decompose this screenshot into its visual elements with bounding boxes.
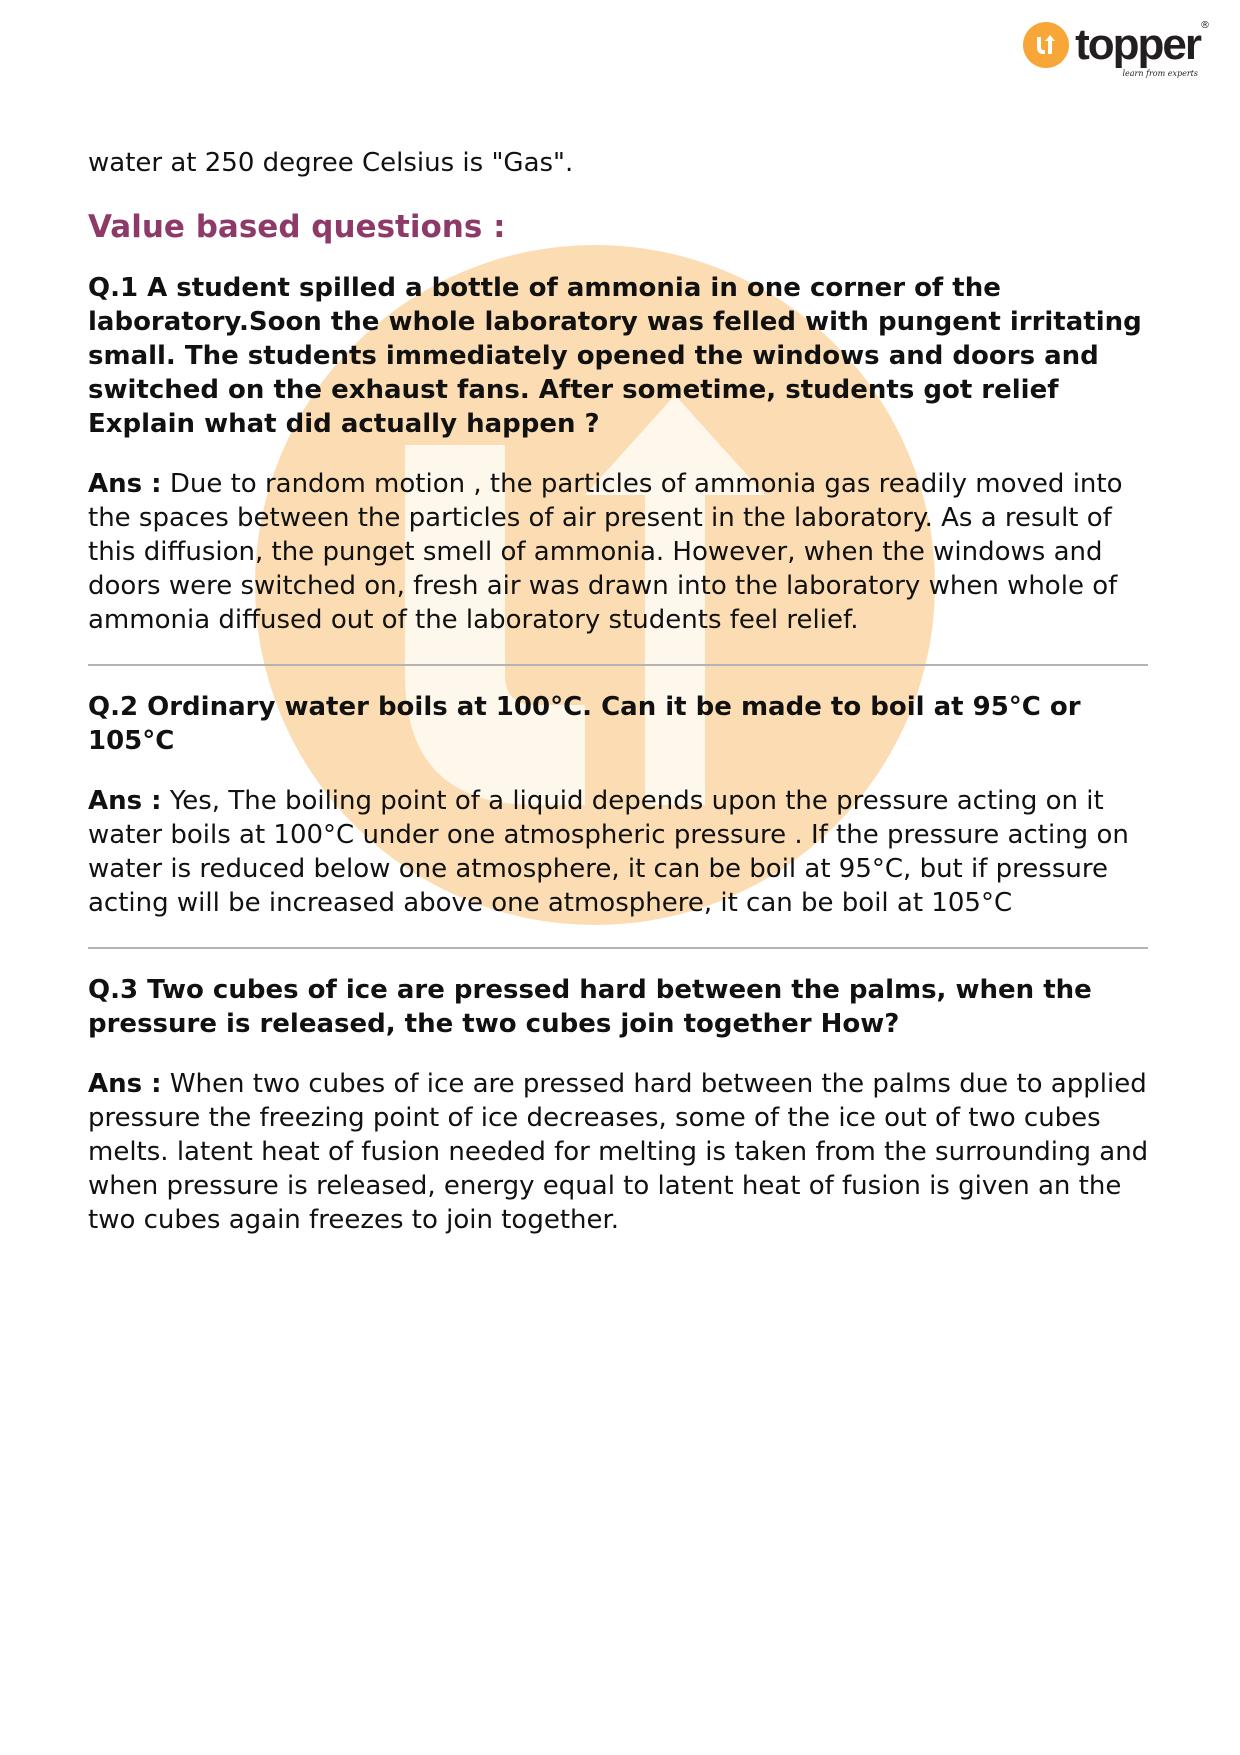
question-3: Q.3 Two cubes of ice are pressed hard between the palms, when the pressure is released, the two cubes join together How? bbox=[88, 975, 1092, 1039]
answer-label: Ans : bbox=[88, 469, 162, 499]
brand-logo[interactable] bbox=[1023, 20, 1210, 78]
intro-line: water at 250 degree Celsius is "Gas". bbox=[88, 148, 574, 178]
answer-1 bbox=[88, 467, 1158, 637]
answer-2-text: Yes, The boiling point of a liquid depends upon the pressure acting on it water boils at 100°C under one atmospheric pressure . If the pressure acting on water is reduced below one atmosphere, it can be boil at 95°C, but if pressure acting will be increased above one atmosphere, it can be boil at 105°C bbox=[88, 786, 1129, 918]
answer-label: Ans : bbox=[88, 1069, 162, 1099]
divider bbox=[88, 947, 1148, 949]
answer-label: Ans : bbox=[88, 786, 162, 816]
answer-3 bbox=[88, 1067, 1158, 1237]
answer-3-text: When two cubes of ice are pressed hard between the palms due to applied pressure the freezing point of ice decreases, some of the ice out of two cubes melts. latent heat of fusion needed for melting is taken from the surrounding and when pressure is released, energy equal to latent heat of fusion is given an the two cubes again freezes to join together. bbox=[88, 1069, 1149, 1235]
document-body bbox=[88, 146, 1158, 1237]
answer-1-text: Due to random motion , the particles of ammonia gas readily moved into the spaces between the particles of air present in the laboratory. As a result of this diffusion, the punget smell of ammonia. However, when the windows and doors were switched on, fresh air was drawn into the laboratory when whole of ammonia diffused out of the laboratory students feel relief. bbox=[88, 469, 1123, 635]
brand-name: topper bbox=[1075, 20, 1200, 69]
question-2: Q.2 Ordinary water boils at 100°C. Can it be made to boil at 95°C or 105°C bbox=[88, 692, 1081, 756]
divider bbox=[88, 664, 1148, 666]
registered-mark: ® bbox=[1200, 20, 1210, 31]
brand-tagline: learn from experts bbox=[1122, 69, 1198, 78]
answer-2 bbox=[88, 784, 1158, 920]
question-1: Q.1 A student spilled a bottle of ammonia in one corner of the laboratory.Soon the whole laboratory was felled with pungent irritating small. The students immediately opened the windows and doors and switched on the exhaust fans. After sometime, students got relief Explain what did actually happen ? bbox=[88, 273, 1142, 439]
brand-logo-icon bbox=[1023, 22, 1069, 68]
section-title: Value based questions : bbox=[88, 209, 506, 245]
